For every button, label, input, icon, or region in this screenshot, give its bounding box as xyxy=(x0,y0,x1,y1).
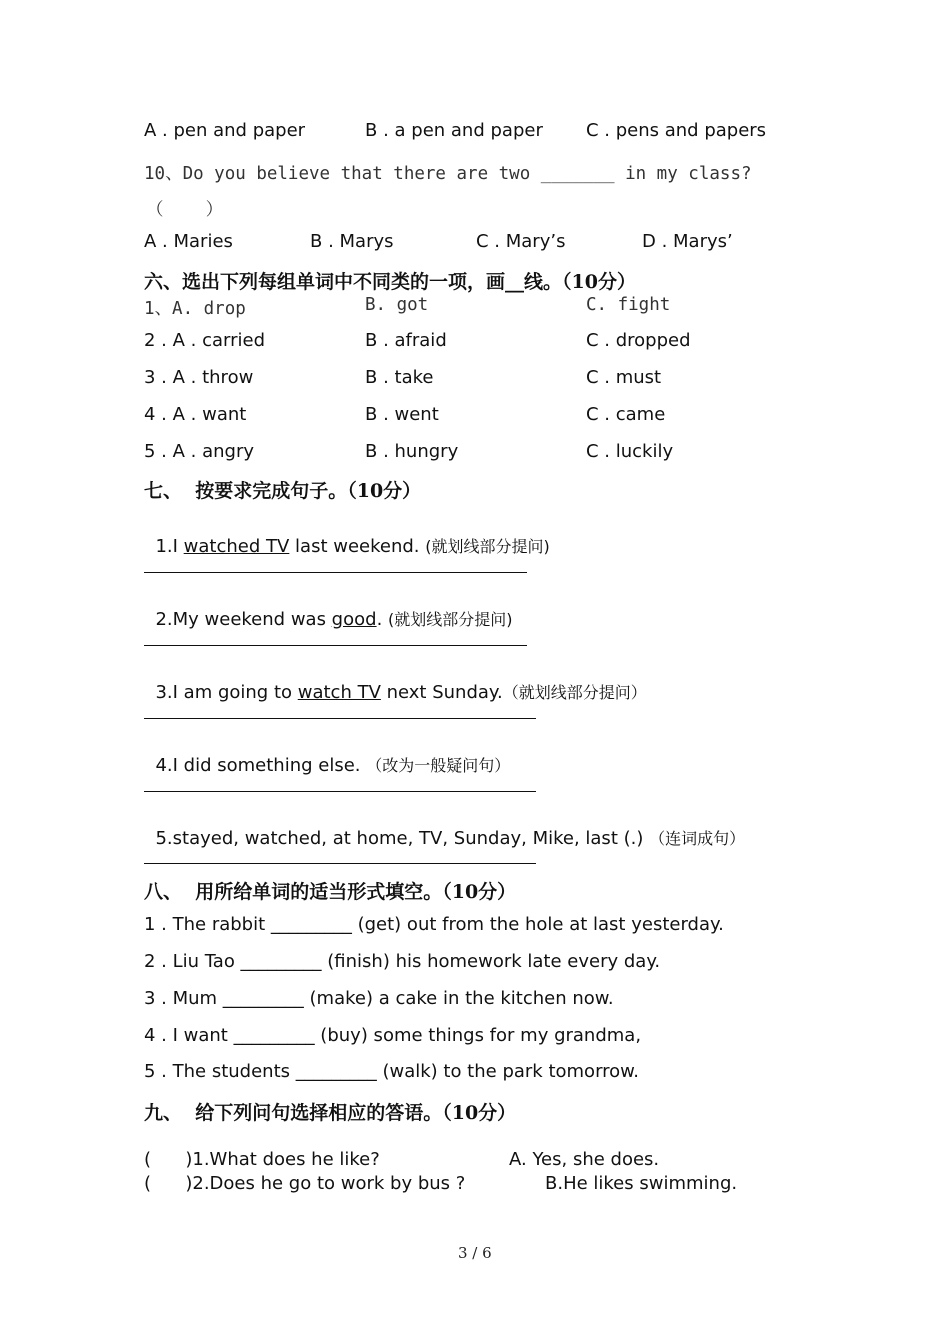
s6-row1-b: B. got xyxy=(365,295,429,315)
q10-option-d: D . Marys’ xyxy=(642,231,733,252)
s9-item1-question: ( )1.What does he like? xyxy=(144,1149,380,1170)
s7-item4 xyxy=(144,732,510,776)
s7-item4-answer-line[interactable] xyxy=(144,791,536,792)
s7-item3-post: next Sunday. xyxy=(380,682,503,703)
s6-row3-a: 3 . A . throw xyxy=(144,367,254,388)
s7-item3-answer-line[interactable] xyxy=(144,718,536,719)
s7-item4-pre: 4.I did something else. xyxy=(155,755,367,776)
s7-item3-underlined: watch TV xyxy=(297,682,381,703)
s7-item2-answer-line[interactable] xyxy=(144,645,527,646)
s6-row5-a: 5 . A . angry xyxy=(144,441,255,462)
s7-item2-note: (就划线部分提问) xyxy=(388,610,513,629)
s6-row3-b: B . take xyxy=(365,367,434,388)
s6-row2-a: 2 . A . carried xyxy=(144,330,266,351)
s8-item4: 4 . I want _________ (buy) some things for my grandma, xyxy=(144,1025,642,1046)
s6-row4-a: 4 . A . want xyxy=(144,404,247,425)
s7-item1-answer-line[interactable] xyxy=(144,572,527,573)
s6-row4-b: B . went xyxy=(365,404,439,425)
s7-item3-pre: 3.I am going to xyxy=(155,682,298,703)
s8-item5: 5 . The students _________ (walk) to the park tomorrow. xyxy=(144,1061,639,1082)
s9-item2-question: ( )2.Does he go to work by bus ? xyxy=(144,1173,466,1194)
s7-item2 xyxy=(144,586,513,630)
s8-item1: 1 . The rabbit _________ (get) out from the hole at last yesterday. xyxy=(144,914,724,935)
section7-heading: 七、 按要求完成句子。（10分） xyxy=(144,480,422,502)
q10-option-a: A . Maries xyxy=(144,231,233,252)
s7-item1 xyxy=(144,513,550,557)
s6-row3-c: C . must xyxy=(586,367,662,388)
s7-item5-answer-line[interactable] xyxy=(144,863,536,864)
s6-row1-a: 1、A. drop xyxy=(144,299,246,319)
page-number: 3 / 6 xyxy=(458,1244,492,1262)
s7-item5-pre: 5.stayed, watched, at home, TV, Sunday, Mike, last (.) xyxy=(155,828,650,849)
q10-answer-paren: （ ） xyxy=(146,200,224,220)
section9-heading: 九、 给下列问句选择相应的答语。（10分） xyxy=(144,1102,517,1124)
q9-option-c: C . pens and papers xyxy=(586,120,767,141)
s9-item2-answer: B.He likes swimming. xyxy=(545,1173,738,1194)
s6-row1-c: C. fight xyxy=(586,295,671,315)
section6-heading: 六、选出下列每组单词中不同类的一项，画__线。（10分） xyxy=(144,271,636,293)
s6-row5-b: B . hungry xyxy=(365,441,459,462)
q10-option-c: C . Mary’s xyxy=(476,231,566,252)
s7-item1-pre: 1.I xyxy=(155,536,184,557)
q9-option-b: B . a pen and paper xyxy=(365,120,543,141)
s6-row5-c: C . luckily xyxy=(586,441,674,462)
s7-item3 xyxy=(144,659,647,703)
section8-heading: 八、 用所给单词的适当形式填空。（10分） xyxy=(144,881,517,903)
s7-item3-note: （就划线部分提问） xyxy=(502,683,647,702)
s7-item5-note: （连词成句） xyxy=(649,829,746,848)
s7-item1-post: last weekend. xyxy=(289,536,426,557)
s6-row2-b: B . afraid xyxy=(365,330,447,351)
q10-option-b: B . Marys xyxy=(310,231,394,252)
q9-option-a: A . pen and paper xyxy=(144,120,306,141)
s7-item1-underlined: watched TV xyxy=(183,536,290,557)
s7-item4-note: （改为一般疑问句） xyxy=(366,756,511,775)
s6-row4-c: C . came xyxy=(586,404,666,425)
s7-item5 xyxy=(144,805,745,849)
q10-stem: 10、Do you believe that there are two _______ in my class? xyxy=(144,164,752,184)
s6-row2-c: C . dropped xyxy=(586,330,691,351)
s8-item3: 3 . Mum _________ (make) a cake in the kitchen now. xyxy=(144,988,614,1009)
s7-item1-note: (就划线部分提问) xyxy=(425,537,550,556)
s8-item2: 2 . Liu Tao _________ (finish) his homework late every day. xyxy=(144,951,661,972)
s9-item1-answer: A. Yes, she does. xyxy=(509,1149,660,1170)
s7-item2-post: . xyxy=(376,609,389,630)
s7-item2-pre: 2.My weekend was xyxy=(155,609,332,630)
s7-item2-underlined: good xyxy=(331,609,377,630)
